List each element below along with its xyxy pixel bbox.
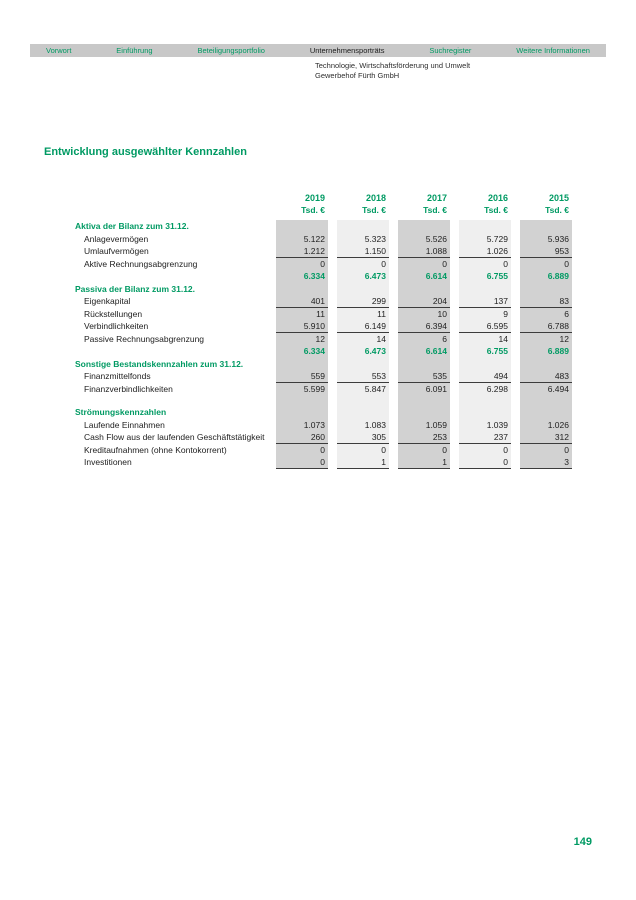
table-corner [75, 204, 267, 216]
value-cell: 5.847 [337, 383, 389, 396]
value-cell: 6.614 [398, 345, 450, 358]
table-row-data [75, 308, 572, 321]
table-row-total [75, 270, 572, 283]
value-cell: 5.910 [276, 320, 328, 333]
value-cell: 299 [337, 295, 389, 308]
value-cell: 5.122 [276, 233, 328, 246]
table-row-data [75, 245, 572, 258]
value-cell: 1.083 [337, 419, 389, 432]
unit-header: Tsd. € [545, 205, 569, 215]
value-cell: 305 [337, 431, 389, 444]
value-cell: 6.473 [337, 270, 389, 283]
table-row-section [75, 406, 572, 419]
table-row-section [75, 283, 572, 296]
top-navigation [30, 44, 606, 57]
unit-header: Tsd. € [301, 205, 325, 215]
value-cell: 1.059 [398, 419, 450, 432]
breadcrumb [315, 61, 470, 81]
value-cell [337, 406, 389, 419]
value-cell [276, 395, 328, 406]
value-cell: 6.788 [520, 320, 572, 333]
table-row-total [75, 345, 572, 358]
value-cell: 0 [459, 444, 511, 457]
value-cell: 6.334 [276, 345, 328, 358]
value-cell [520, 220, 572, 233]
value-cell: 11 [337, 308, 389, 321]
year-header: 2016 [487, 193, 508, 203]
value-cell: 559 [276, 370, 328, 383]
value-cell: 1.039 [459, 419, 511, 432]
row-label: Finanzverbindlichkeiten [84, 383, 173, 394]
value-cell: 6.394 [398, 320, 450, 333]
value-cell: 1.026 [459, 245, 511, 258]
nav-item-beteiligungsportfolio[interactable]: Beteiligungsportfolio [197, 46, 265, 55]
table-row-data [75, 383, 572, 396]
table-row-data [75, 258, 572, 271]
value-cell [276, 406, 328, 419]
value-cell [459, 358, 511, 371]
value-cell [398, 395, 450, 406]
value-cell [398, 358, 450, 371]
value-cell: 14 [337, 333, 389, 346]
row-label: Laufende Einnahmen [84, 419, 165, 430]
page-title: Entwicklung ausgewählter Kennzahlen [44, 146, 247, 158]
row-label: Cash Flow aus der laufenden Geschäftstätigkeit [84, 432, 265, 442]
row-label: Passiva der Bilanz zum 31.12. [75, 283, 196, 294]
row-label: Strömungskennzahlen [75, 407, 167, 417]
value-cell: 6 [520, 308, 572, 321]
value-cell: 1.150 [337, 245, 389, 258]
value-cell: 11 [276, 308, 328, 321]
value-cell: 1.073 [276, 419, 328, 432]
value-cell [276, 283, 328, 296]
value-cell: 483 [520, 370, 572, 383]
row-label: Passive Rechnungsabgrenzung [84, 333, 205, 344]
nav-item-vorwort[interactable]: Vorwort [46, 46, 72, 55]
value-cell [520, 395, 572, 406]
value-cell: 0 [337, 258, 389, 271]
value-cell: 5.323 [337, 233, 389, 246]
value-cell: 312 [520, 431, 572, 444]
value-cell: 1.212 [276, 245, 328, 258]
value-cell: 237 [459, 431, 511, 444]
table-row-data [75, 333, 572, 346]
table-row-data [75, 419, 572, 432]
value-cell [398, 220, 450, 233]
value-cell: 553 [337, 370, 389, 383]
value-cell [276, 358, 328, 371]
value-cell: 12 [520, 333, 572, 346]
value-cell: 0 [337, 444, 389, 457]
table-row-section [75, 358, 572, 371]
value-cell: 6.614 [398, 270, 450, 283]
unit-header: Tsd. € [484, 205, 508, 215]
value-cell: 12 [276, 333, 328, 346]
table-row-data [75, 320, 572, 333]
value-cell: 0 [459, 456, 511, 469]
value-cell: 953 [520, 245, 572, 258]
value-cell: 6.889 [520, 270, 572, 283]
value-cell: 6.889 [520, 345, 572, 358]
value-cell: 6.149 [337, 320, 389, 333]
value-cell: 0 [398, 444, 450, 457]
row-label [75, 270, 267, 283]
value-cell: 9 [459, 308, 511, 321]
table-row-data [75, 370, 572, 383]
value-cell: 3 [520, 456, 572, 469]
value-cell: 1 [337, 456, 389, 469]
value-cell: 253 [398, 431, 450, 444]
row-label: Aktiva der Bilanz zum 31.12. [75, 221, 189, 231]
table-row-data [75, 456, 572, 469]
value-cell [398, 406, 450, 419]
value-cell [459, 395, 511, 406]
value-cell: 137 [459, 295, 511, 308]
value-cell: 0 [276, 456, 328, 469]
value-cell: 0 [276, 444, 328, 457]
value-cell: 14 [459, 333, 511, 346]
value-cell: 6.595 [459, 320, 511, 333]
value-cell: 6.494 [520, 383, 572, 396]
value-cell [520, 358, 572, 371]
row-label: Anlagevermögen [84, 233, 149, 244]
row-label: Sonstige Bestandskennzahlen zum 31.12. [75, 358, 244, 369]
value-cell [337, 220, 389, 233]
row-label: Investitionen [84, 457, 132, 467]
value-cell: 0 [520, 258, 572, 271]
year-header: 2019 [304, 193, 325, 203]
row-label [75, 345, 267, 358]
value-cell: 6.473 [337, 345, 389, 358]
value-cell [520, 283, 572, 296]
row-label: Eigenkapital [84, 296, 131, 306]
value-cell [337, 283, 389, 296]
value-cell: 5.729 [459, 233, 511, 246]
value-cell [459, 220, 511, 233]
year-header: 2017 [426, 193, 447, 203]
value-cell [337, 358, 389, 371]
value-cell: 6.334 [276, 270, 328, 283]
table-unit-row [75, 204, 572, 216]
value-cell [520, 406, 572, 419]
value-cell: 10 [398, 308, 450, 321]
value-cell: 5.599 [276, 383, 328, 396]
value-cell: 0 [520, 444, 572, 457]
table-row-spacer [75, 395, 572, 406]
year-header: 2018 [365, 193, 386, 203]
year-header: 2015 [548, 193, 569, 203]
value-cell: 1.088 [398, 245, 450, 258]
table-year-row [75, 192, 572, 204]
row-label: Rückstellungen [84, 308, 143, 319]
value-cell: 6.091 [398, 383, 450, 396]
table-row-data [75, 431, 572, 444]
value-cell: 0 [398, 258, 450, 271]
value-cell: 204 [398, 295, 450, 308]
unit-header: Tsd. € [362, 205, 386, 215]
table-body [75, 220, 572, 469]
unit-header: Tsd. € [423, 205, 447, 215]
nav-item-suchregister[interactable]: Suchregister [429, 46, 472, 55]
table-row-section [75, 220, 572, 233]
breadcrumb-company: Gewerbehof Fürth GmbH [315, 71, 400, 80]
value-cell: 83 [520, 295, 572, 308]
row-label: Verbindlichkeiten [84, 321, 149, 331]
value-cell: 0 [276, 258, 328, 271]
row-label: Finanzmittelfonds [84, 371, 151, 381]
row-label: Kreditaufnahmen (ohne Kontokorrent) [84, 444, 227, 455]
value-cell: 6.298 [459, 383, 511, 396]
table-row-data [75, 233, 572, 246]
value-cell [459, 283, 511, 296]
row-label: Aktive Rechnungsabgrenzung [84, 258, 198, 269]
page-number: 149 [573, 836, 592, 848]
breadcrumb-category: Technologie, Wirtschaftsförderung und Umwelt [315, 61, 471, 70]
table-row-data [75, 444, 572, 457]
value-cell: 6.755 [459, 270, 511, 283]
value-cell [398, 283, 450, 296]
value-cell: 260 [276, 431, 328, 444]
value-cell: 5.526 [398, 233, 450, 246]
value-cell: 0 [459, 258, 511, 271]
nav-item-einf-hrung[interactable]: Einführung [116, 46, 153, 55]
value-cell: 5.936 [520, 233, 572, 246]
value-cell [459, 406, 511, 419]
nav-item-weitere-informationen[interactable]: Weitere Informationen [516, 46, 590, 55]
table-corner [75, 192, 267, 204]
table-header [75, 192, 572, 216]
value-cell: 494 [459, 370, 511, 383]
kennzahlen-table [75, 192, 572, 469]
nav-item-unternehmensportr-ts[interactable]: Unternehmensporträts [309, 46, 385, 55]
value-cell: 1.026 [520, 419, 572, 432]
row-label [75, 395, 267, 406]
value-cell: 401 [276, 295, 328, 308]
value-cell: 6.755 [459, 345, 511, 358]
value-cell: 1 [398, 456, 450, 469]
row-label: Umlaufvermögen [84, 246, 149, 256]
value-cell: 535 [398, 370, 450, 383]
value-cell: 6 [398, 333, 450, 346]
value-cell [337, 395, 389, 406]
value-cell [276, 220, 328, 233]
table-row-data [75, 295, 572, 308]
